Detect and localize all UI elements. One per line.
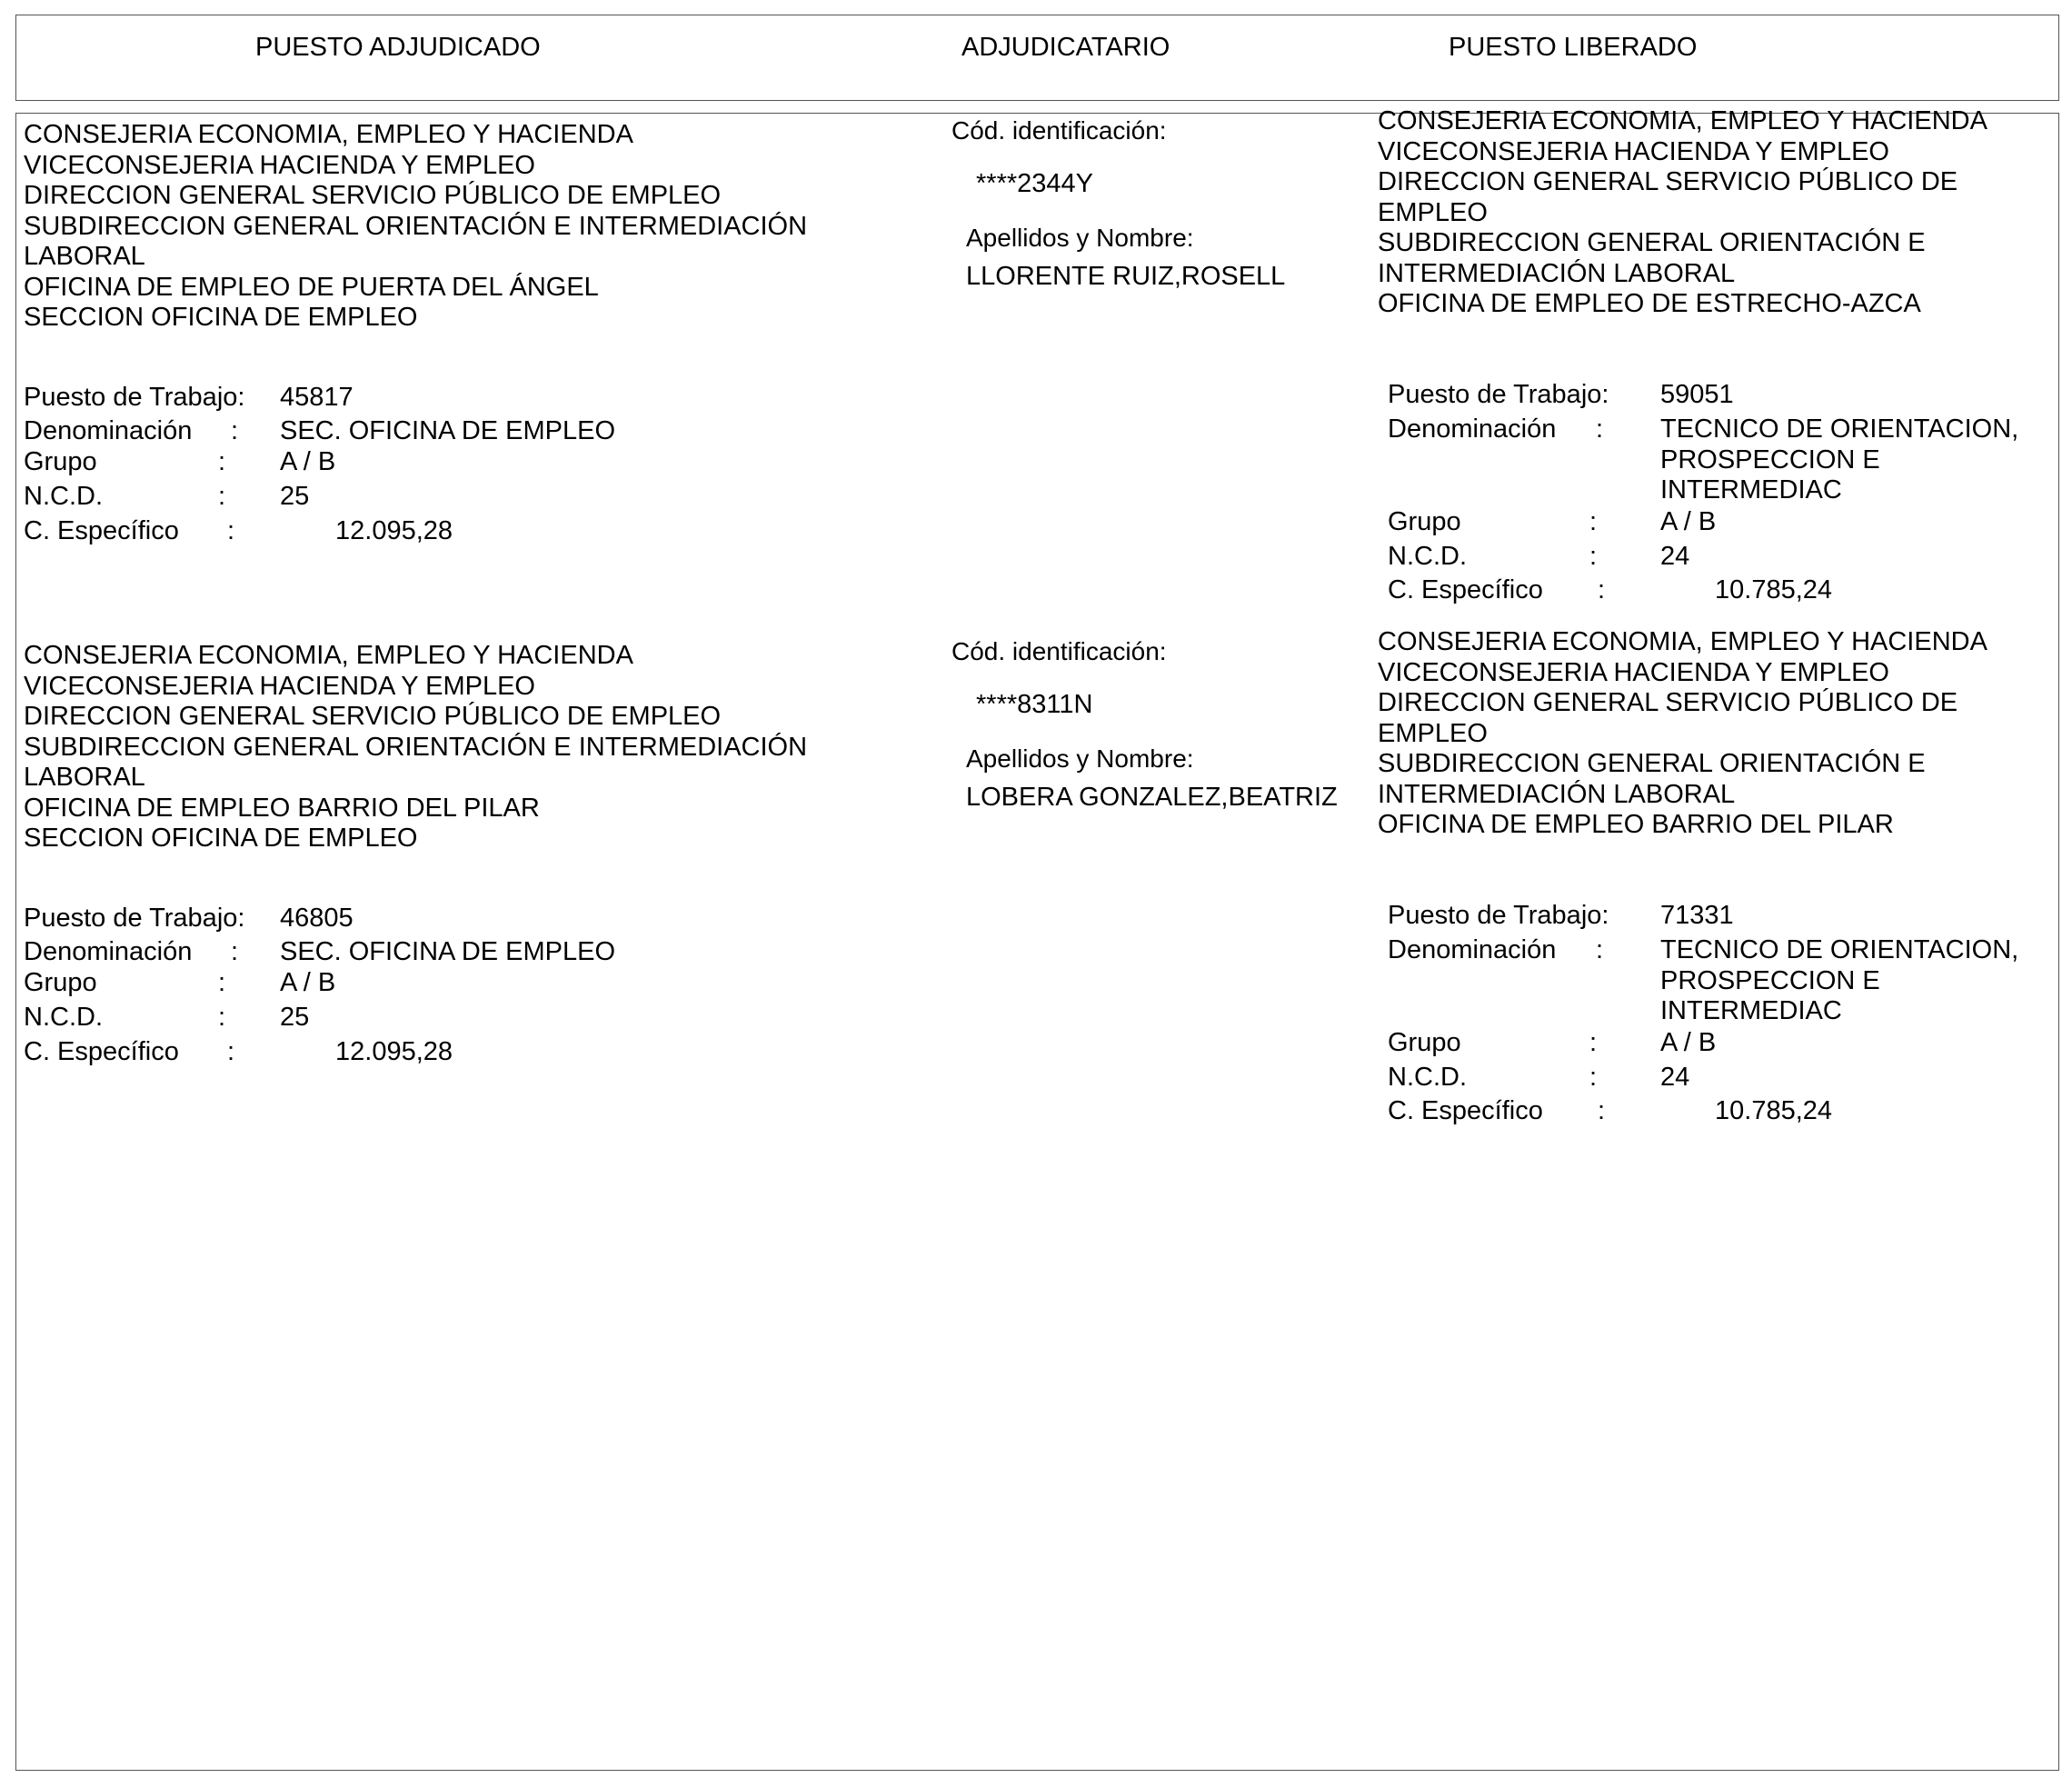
column-header-puesto-adjudicado: PUESTO ADJUDICADO [255, 33, 541, 62]
released-position-details [1388, 378, 2042, 607]
org-line: VICECONSEJERIA HACIENDA Y EMPLEO [1378, 136, 1889, 166]
job-number-value: 59051 [1660, 380, 1734, 409]
denomination-label: Denominación [24, 937, 193, 966]
job-number-value: 46805 [280, 904, 354, 933]
ncd-value: 25 [280, 482, 310, 511]
full-name-label: Apellidos y Nombre: [966, 224, 1194, 252]
job-number-value: 45817 [280, 383, 354, 412]
org-line: INTERMEDIACIÓN LABORAL [1378, 258, 1736, 288]
org-line: INTERMEDIACIÓN LABORAL [1378, 779, 1736, 809]
org-line: SUBDIRECCION GENERAL ORIENTACIÓN E INTERMEDIACIÓN [24, 732, 808, 762]
ncd-label: N.C.D. [1388, 1062, 1467, 1092]
group-value: A / B [1660, 1027, 1717, 1057]
job-number-label: Puesto de Trabajo: [24, 383, 245, 412]
id-code-value: ****8311N [976, 690, 1093, 719]
org-line: CONSEJERIA ECONOMIA, EMPLEO Y HACIENDA [1378, 106, 1987, 135]
org-line: OFICINA DE EMPLEO DE ESTRECHO-AZCA [1378, 289, 1921, 318]
denomination-value: SEC. OFICINA DE EMPLEO [280, 937, 616, 966]
org-line: CONSEJERIA ECONOMIA, EMPLEO Y HACIENDA [24, 641, 633, 670]
colon: : [1589, 1062, 1598, 1092]
specific-complement-label: C. Específico [1388, 1095, 1543, 1125]
released-position-details [1388, 899, 2042, 1128]
specific-complement-label: C. Específico [24, 516, 179, 545]
denomination-value-line: TECNICO DE ORIENTACION, [1660, 414, 2019, 444]
colon: : [227, 516, 235, 545]
group-label: Grupo [24, 968, 97, 997]
denomination-value-line: PROSPECCION E [1660, 444, 1880, 474]
denomination-label: Denominación [1388, 414, 1557, 444]
ncd-label: N.C.D. [24, 482, 103, 511]
denomination-value-line: PROSPECCION E [1660, 965, 1880, 995]
colon: : [231, 937, 239, 966]
denomination-label: Denominación [24, 416, 193, 445]
job-number-label: Puesto de Trabajo: [1388, 901, 1609, 930]
denomination-value-line: INTERMEDIAC [1660, 474, 1842, 504]
colon: : [231, 416, 239, 445]
denomination-value-line: TECNICO DE ORIENTACION, [1660, 934, 2019, 964]
full-name-label: Apellidos y Nombre: [966, 744, 1194, 773]
org-line: OFICINA DE EMPLEO BARRIO DEL PILAR [1378, 810, 1894, 839]
org-line: DIRECCION GENERAL SERVICIO PÚBLICO DE [1378, 688, 1958, 717]
denomination-value: SEC. OFICINA DE EMPLEO [280, 416, 616, 445]
released-position-organization [1378, 106, 1987, 320]
group-value: A / B [1660, 506, 1717, 536]
denomination-value-line: INTERMEDIAC [1660, 995, 1842, 1025]
full-name-value: LOBERA GONZALEZ,BEATRIZ [966, 783, 1338, 812]
awarded-position-details [24, 381, 660, 549]
colon: : [1598, 1095, 1606, 1125]
specific-complement-label: C. Específico [24, 1037, 179, 1066]
column-header-puesto-liberado: PUESTO LIBERADO [1449, 33, 1698, 62]
colon: : [1589, 1027, 1598, 1057]
denomination-label: Denominación [1388, 934, 1557, 964]
org-line: EMPLEO [1378, 197, 1488, 227]
specific-complement-label: C. Específico [1388, 574, 1543, 604]
specific-complement-value: 10.785,24 [1715, 574, 1833, 604]
colon: : [218, 968, 226, 997]
group-label: Grupo [1388, 1027, 1461, 1057]
full-name-value: LLORENTE RUIZ,ROSELL [966, 262, 1286, 291]
org-line: SUBDIRECCION GENERAL ORIENTACIÓN E [1378, 228, 1926, 257]
colon: : [1596, 934, 1604, 964]
ncd-value: 24 [1660, 1062, 1690, 1092]
column-header-adjudicatario: ADJUDICATARIO [961, 33, 1170, 62]
org-line: LABORAL [24, 763, 145, 792]
colon: : [218, 1003, 226, 1032]
awarded-position-organization [24, 641, 807, 854]
ncd-value: 24 [1660, 541, 1690, 571]
group-value: A / B [280, 447, 336, 476]
org-line: OFICINA DE EMPLEO DE PUERTA DEL ÁNGEL [24, 272, 599, 302]
org-line: EMPLEO [1378, 718, 1488, 748]
org-line: CONSEJERIA ECONOMIA, EMPLEO Y HACIENDA [1378, 627, 1987, 656]
group-value: A / B [280, 968, 336, 997]
group-label: Grupo [1388, 506, 1461, 536]
colon: : [218, 482, 226, 511]
id-code-label: Cód. identificación: [951, 637, 1167, 665]
colon: : [218, 447, 226, 476]
org-line: SECCION OFICINA DE EMPLEO [24, 824, 418, 853]
org-line: SECCION OFICINA DE EMPLEO [24, 303, 418, 332]
colon: : [1596, 414, 1604, 444]
released-position-organization [1378, 627, 1987, 841]
ncd-label: N.C.D. [24, 1003, 103, 1032]
org-line: DIRECCION GENERAL SERVICIO PÚBLICO DE [1378, 167, 1958, 196]
awarded-position-organization [24, 120, 807, 334]
org-line: SUBDIRECCION GENERAL ORIENTACIÓN E INTERMEDIACIÓN [24, 211, 808, 241]
org-line: CONSEJERIA ECONOMIA, EMPLEO Y HACIENDA [24, 120, 633, 149]
org-line: VICECONSEJERIA HACIENDA Y EMPLEO [24, 150, 535, 180]
group-label: Grupo [24, 447, 97, 476]
org-line: VICECONSEJERIA HACIENDA Y EMPLEO [1378, 657, 1889, 687]
org-line: DIRECCION GENERAL SERVICIO PÚBLICO DE EMPLEO [24, 181, 722, 210]
colon: : [227, 1037, 235, 1066]
colon: : [1598, 574, 1606, 604]
org-line: SUBDIRECCION GENERAL ORIENTACIÓN E [1378, 749, 1926, 778]
specific-complement-value: 12.095,28 [335, 1037, 453, 1066]
id-code-value: ****2344Y [976, 169, 1093, 198]
job-number-value: 71331 [1660, 901, 1734, 930]
job-number-label: Puesto de Trabajo: [24, 904, 245, 933]
org-line: DIRECCION GENERAL SERVICIO PÚBLICO DE EMPLEO [24, 702, 722, 731]
specific-complement-value: 10.785,24 [1715, 1095, 1833, 1125]
specific-complement-value: 12.095,28 [335, 516, 453, 545]
org-line: LABORAL [24, 242, 145, 271]
org-line: VICECONSEJERIA HACIENDA Y EMPLEO [24, 671, 535, 701]
ncd-value: 25 [280, 1003, 310, 1032]
org-line: OFICINA DE EMPLEO BARRIO DEL PILAR [24, 793, 540, 823]
colon: : [1589, 506, 1598, 536]
job-number-label: Puesto de Trabajo: [1388, 380, 1609, 409]
colon: : [1589, 541, 1598, 571]
awarded-position-details [24, 902, 660, 1070]
ncd-label: N.C.D. [1388, 541, 1467, 571]
id-code-label: Cód. identificación: [951, 116, 1167, 145]
